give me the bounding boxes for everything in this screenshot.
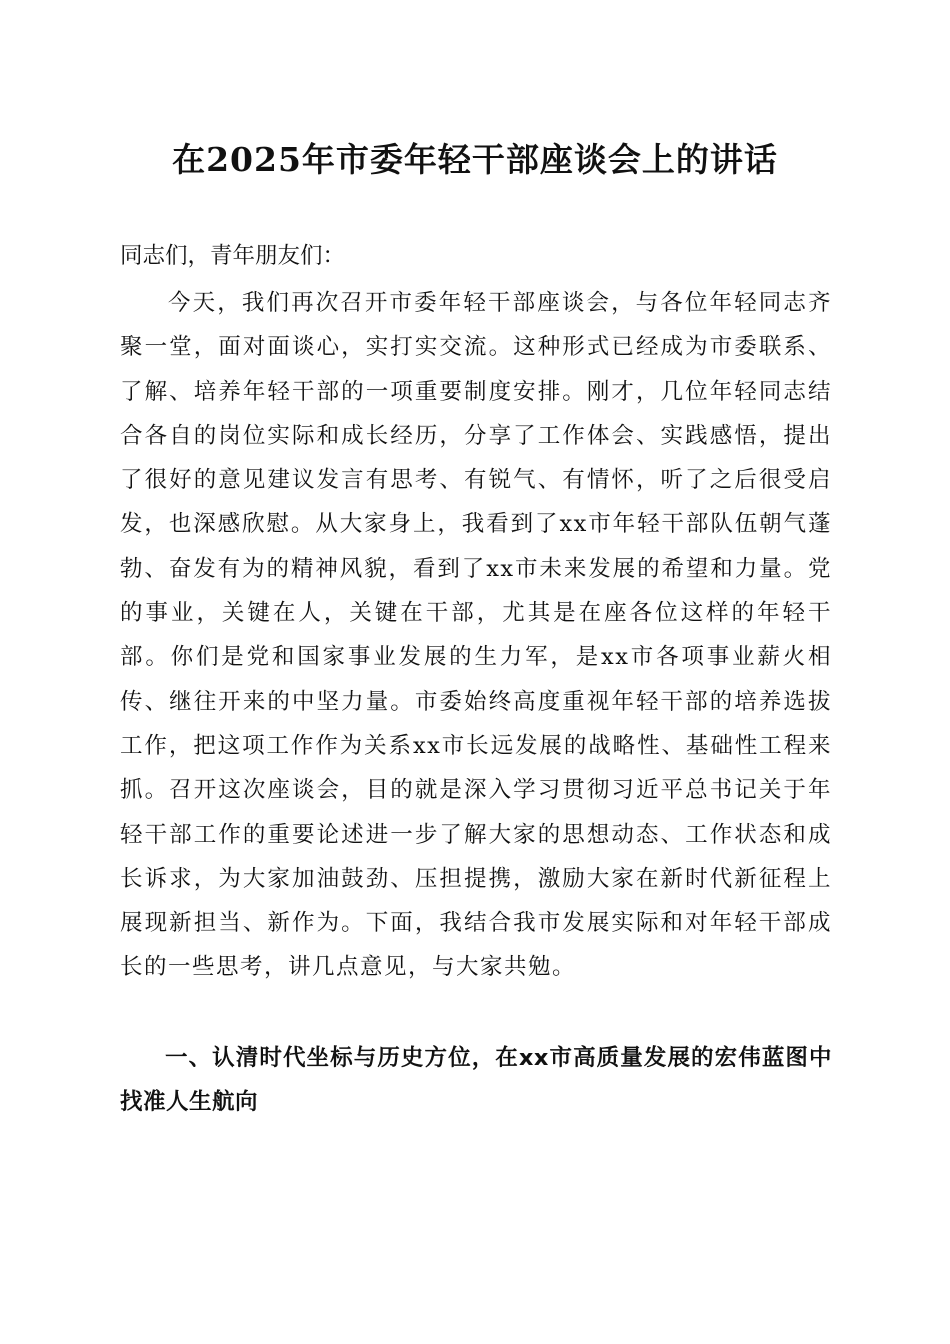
- body-paragraph: 今天，我们再次召开市委年轻干部座谈会，与各位年轻同志齐聚一堂，面对面谈心，实打实交流。这种形式已经成为市委联系、了解、培养年轻干部的一项重要制度安排。刚才，几位年轻同志结合各自的岗位实际和成长经历，分享了工作体会、实践感悟，提出了很好的意见建议发言有思考、有锐气、有情怀，听了之后很受启发，也深感欣慰。从大家身上，我看到了xx市年轻干部队伍朝气蓬勃、奋发有为的精神风貌，看到了xx市未来发展的希望和力量。党的事业，关键在人，关键在干部，尤其是在座各位这样的年轻干部。你们是党和国家事业发展的生力军，是xx市各项事业薪火相传、继往开来的中坚力量。市委始终高度重视年轻干部的培养选拔工作，把这项工作作为关系xx市长远发展的战略性、基础性工程来抓。召开这次座谈会，目的就是深入学习贯彻习近平总书记关于年轻干部工作的重要论述进一步了解大家的思想动态、工作状态和成长诉求，为大家加油鼓劲、压担提携，激励大家在新时代新征程上展现新担当、新作为。下面，我结合我市发展实际和对年轻干部成长的一些思考，讲几点意见，与大家共勉。: [120, 290, 832, 981]
- section-heading: 一、认清时代坐标与历史方位，在xx市高质量发展的宏伟蓝图中找准人生航向: [120, 1045, 832, 1115]
- salutation: 同志们，青年朋友们：: [120, 243, 346, 269]
- document-title: 在2025年市委年轻干部座谈会上的讲话: [172, 140, 778, 179]
